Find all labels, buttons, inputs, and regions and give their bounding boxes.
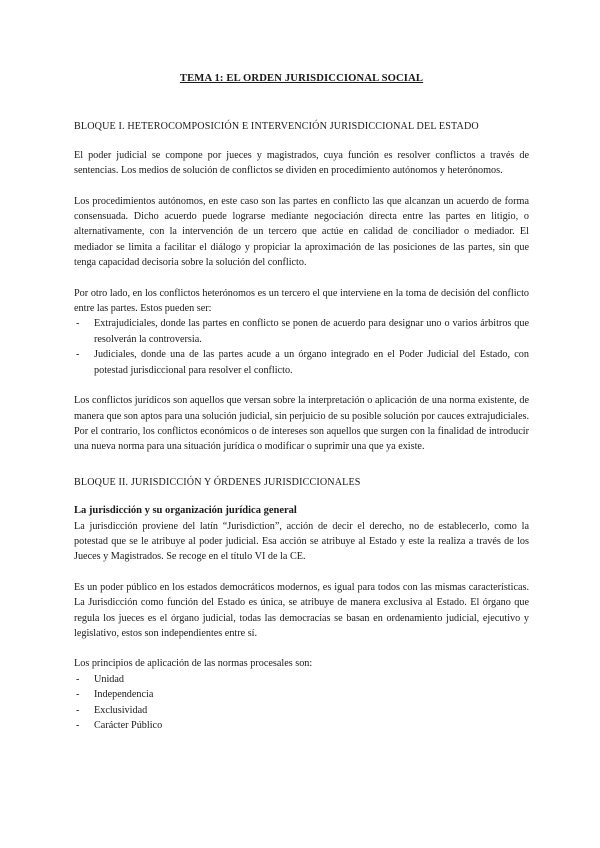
list-item [74,687,529,702]
list-item-text: Unidad [94,673,124,685]
block2-subheading: La jurisdicción y su organización jurídica general [74,505,297,517]
block1-paragraph-1: El poder judicial se compone por jueces y magistrados, cuya función es resolver conflictos a través de sentencias. Los medios de solución de conflictos se dividen en procedimiento autónomos y heterónomos. [74,149,529,177]
dash-bullet: - [76,349,80,361]
document-body [74,71,529,748]
dash-bullet: - [76,689,80,701]
list-item [74,347,529,378]
block1-paragraph-4: Los conflictos jurídicos son aquellos que versan sobre la interpretación o aplicación de una norma existente, de manera que son aptos para una solución judicial, sin perjuicio de su posible solución por cauces extrajudiciales. Por el contrario, los conflictos económicos o de intereses son aquellos que surgen con la finalidad de introducir una nueva norma para una situación jurídica o modificar o suprimir una que ya existe. [74,395,529,453]
block2-heading: BLOQUE II. JURISDICCIÓN Y ÓRDENES JURISDICCIONALES [74,476,361,488]
block2-paragraph-3: Los principios de aplicación de las normas procesales son: [74,658,313,670]
list-item [74,703,529,718]
list-item [74,316,529,347]
block1-list [74,316,529,378]
block1-paragraph-3: Por otro lado, en los conflictos heterónomos es un tercero el que interviene en la toma de decisión del conflicto entre las partes. Estos pueden ser: [74,287,529,315]
list-item [74,672,529,687]
block2-paragraph-1: La jurisdicción proviene del latín “Jurisdiction”, acción de decir el derecho, no de establecerlo, como la potestad que se le atribuye al poder judicial. Esa acción se atribuye al Estado y este la realiza a través de los Jueces y Magistrados. Se recoge en el título VI de la CE. [74,520,529,563]
block2-paragraph-2: Es un poder público en los estados democráticos modernos, es igual para todos con las mismas características. La Jurisdicción como función del Estado es única, se atribuye de manera exclusiva al Estado. El órgano que regula los jueces es el órgano judicial, todas las democracias se basan en ordenamiento judicial, ejecutivo y legislativo, estos son independientes entre sí. [74,581,529,639]
block1-heading: BLOQUE I. HETEROCOMPOSICIÓN E INTERVENCIÓN JURISDICCIONAL DEL ESTADO [74,121,479,133]
dash-bullet: - [76,318,80,330]
dash-bullet: - [76,704,80,716]
list-item-text: Exclusividad [94,704,148,716]
list-item-text: Extrajudiciales, donde las partes en conflicto se ponen de acuerdo para designar uno o varios árbitros que resolverán la controversia. [94,318,529,345]
block2-list [74,672,529,734]
page-title: TEMA 1: EL ORDEN JURISDICCIONAL SOCIAL [179,73,424,84]
block1-paragraph-2: Los procedimientos autónomos, en este caso son las partes en conflicto las que alcanzan un acuerdo de forma consensuada. Dicho acuerdo puede lograrse mediante negociación directa entre las partes en litigio, o alternativamente, con la intervención de un tercero que actúe en calidad de conciliador o mediador. El mediador se limita a facilitar el diálogo y propiciar la aproximación de las posiciones de las partes, sin que tenga capacidad decisoria sobre la solución del conflicto. [74,195,529,269]
list-item-text: Judiciales, donde una de las partes acude a un órgano integrado en el Poder Judicial del Estado, con potestad jurisdiccional para resolver el conflicto. [94,349,529,376]
dash-bullet: - [76,720,80,731]
dash-bullet: - [76,673,80,685]
list-item [74,718,529,733]
list-item-text: Independencia [94,689,154,701]
list-item-text: Carácter Público [94,720,163,731]
